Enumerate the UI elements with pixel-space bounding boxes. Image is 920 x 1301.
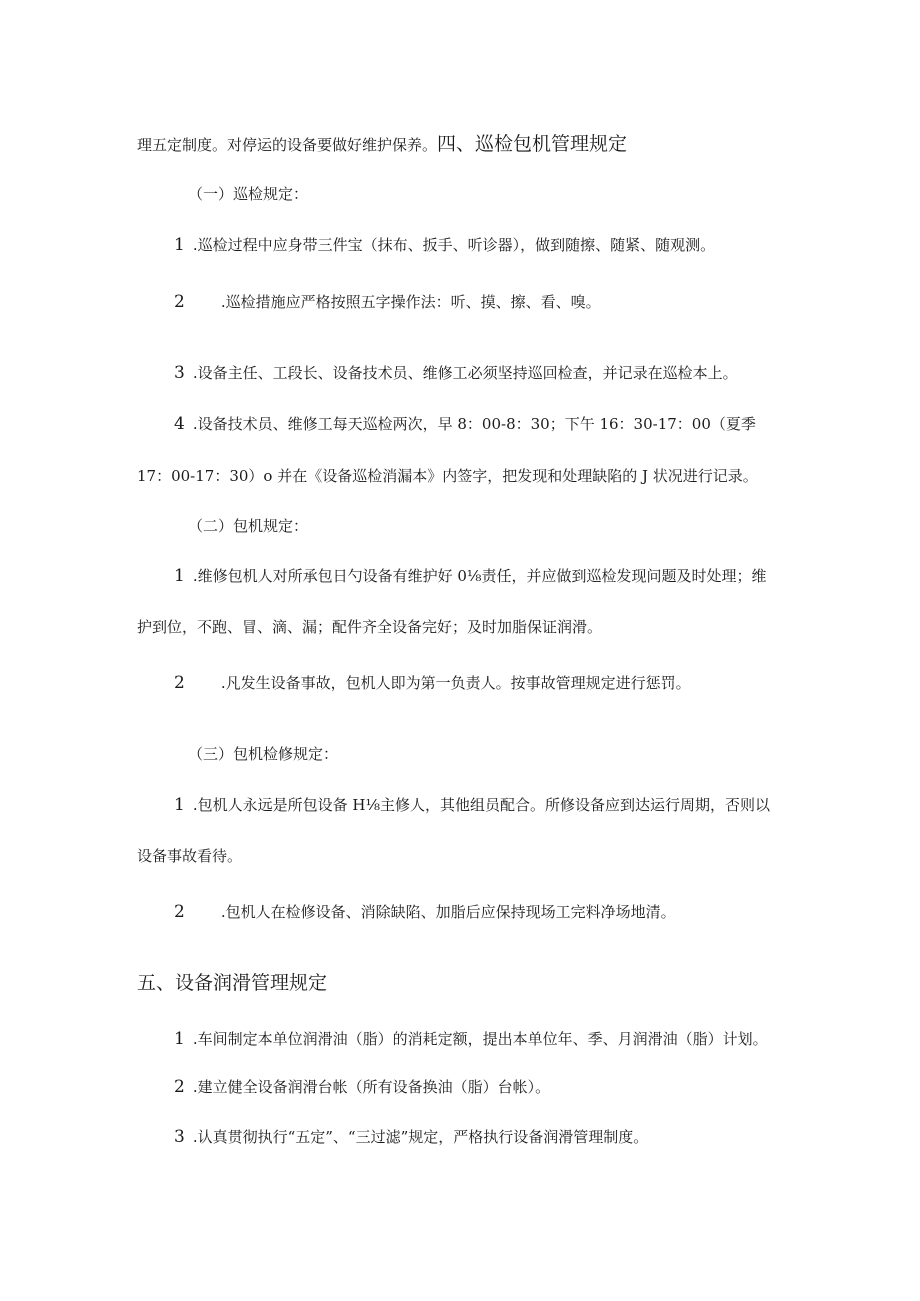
section-heading: 五、设备润滑管理规定 [137, 972, 328, 994]
paragraph-text: 理五定制度。对停运的设备要做好维护保养。 [137, 136, 438, 154]
paragraph-line [137, 132, 627, 156]
item-text: .车间制定本单位润滑油（脂）的消耗定额，提出本单位年、季、月润滑油（脂）计划。 [192, 1030, 768, 1048]
item-text: .巡检措施应严格按照五字操作法：听、摸、擦、看、嗅。 [220, 293, 601, 311]
item-number: 3 [174, 1127, 185, 1147]
item-number: 2 [174, 902, 185, 922]
list-item [174, 1077, 550, 1097]
section-title: （二）包机规定： [188, 517, 309, 535]
item-number: 4 [174, 414, 185, 434]
list-item [174, 902, 676, 922]
list-item [174, 235, 715, 255]
item-number: 3 [174, 363, 185, 383]
list-item [174, 292, 601, 312]
item-number: 1 [174, 235, 185, 255]
item-number: 1 [174, 795, 185, 815]
item-number: 2 [174, 292, 185, 312]
list-item-continuation: 设备事故看待。 [137, 847, 243, 865]
list-item [174, 414, 756, 434]
list-item [174, 795, 770, 815]
item-text: .维修包机人对所承包日勺设备有维护好 0⅛责任，并应做到巡检发现问题及时处理；维 [192, 567, 767, 585]
section-title: （一）巡检规定： [188, 185, 309, 203]
item-text: .包机人永远是所包设备 H⅛主修人，其他组员配合。所修设备应到达运行周期，否则以 [192, 796, 770, 814]
list-item [174, 566, 766, 586]
item-text: .设备技术员、维修工每天巡检两次，早 8：00-8：30；下午 16：30-17：00（夏季 [192, 415, 756, 433]
list-item-continuation: 17：00-17：30）o 并在《设备巡检消漏本》内签字，把发现和处理缺陷的 J 状况进行记录。 [137, 467, 758, 485]
item-text: .建立健全设备润滑台帐（所有设备换油（脂）台帐）。 [192, 1078, 551, 1096]
item-number: 2 [174, 1077, 185, 1097]
item-number: 1 [174, 1029, 185, 1049]
list-item [174, 1029, 768, 1049]
item-text: .巡检过程中应身带三件宝（抹布、扳手、听诊器），做到随擦、随紧、随观测。 [192, 236, 716, 254]
list-item [174, 363, 738, 383]
list-item-continuation: 护到位，不跑、冒、滴、漏；配件齐全设备完好；及时加脂保证润滑。 [137, 618, 603, 636]
item-number: 2 [174, 673, 185, 693]
item-text: .设备主任、工段长、设备技术员、维修工必须坚持巡回检查，并记录在巡检本上。 [192, 364, 738, 382]
item-number: 1 [174, 566, 185, 586]
list-item [174, 673, 691, 693]
item-text: .凡发生设备事故，包机人即为第一负责人。按事故管理规定进行惩罚。 [220, 674, 691, 692]
list-item [174, 1127, 648, 1147]
section-heading: 四、巡检包机管理规定 [437, 133, 628, 155]
item-text: .认真贯彻执行“五定”、“三过滤”规定，严格执行设备润滑管理制度。 [192, 1128, 649, 1146]
section-title: （三）包机检修规定： [188, 745, 339, 763]
item-text: .包机人在检修设备、消除缺陷、加脂后应保持现场工完料净场地清。 [220, 903, 676, 921]
